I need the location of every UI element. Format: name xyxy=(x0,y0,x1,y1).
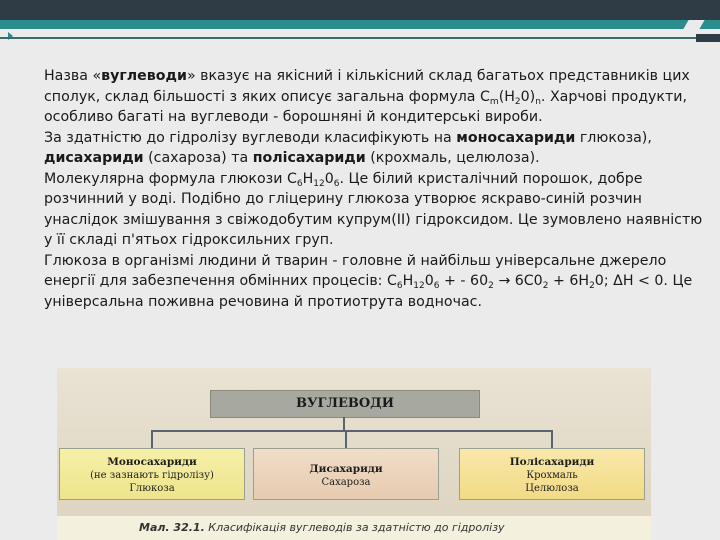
slide-header-rule-end xyxy=(696,34,720,42)
polysaccharides-example-cellulose: Целюлоза xyxy=(525,483,579,494)
connector-left xyxy=(151,430,153,448)
slide-header-bar xyxy=(0,0,720,20)
paragraph-glucose-formula: Молекулярна формула глюкози $C_6H_{12}0_6$. Це білий кристалічний порошок, добре розчинний у воді. Подібно до гліцерину глюкоза утворює яскраво-синій розчин унаслідок змішування з свіжодобутим купрум(II) гідроксидом. Це зумовлено наявністю у її складі п'ятьох гідроксильних груп. xyxy=(44,170,703,248)
figure-caption-text: Класифікація вуглеводів за здатністю до гідролізу xyxy=(204,521,505,534)
carbohydrate-classification-figure xyxy=(57,368,651,540)
connector-root-vertical xyxy=(343,417,345,431)
slide-header-rule xyxy=(0,37,696,39)
slide-body-text xyxy=(44,66,704,312)
slide-header-accent xyxy=(0,20,720,29)
paragraph-glucose-energy: Глюкоза в організмі людини й тварин - головне й найбільш універсальне джерело енергії для забезпечення обмінних процесів: $C_6H_{12}0_6$ + - $60_2 \to 6C0_2 + 6H_20$; ΔH < 0. Це універсальна поживна речовина й протиотрута водночас. xyxy=(44,252,693,310)
paragraph-classification: За здатністю до гідролізу вуглеводи класифікують на моносахариди глюкоза), дисахариди (сахароза) та полісахариди (крохмаль, целюлоза). xyxy=(44,129,652,166)
monosaccharides-note: (не зазнають гідролізу) xyxy=(90,470,214,481)
figure-caption-label: Мал. 32.1. xyxy=(139,521,205,534)
polysaccharides-box xyxy=(459,448,645,500)
polysaccharides-example-starch: Крохмаль xyxy=(526,470,578,481)
disaccharides-box xyxy=(253,448,439,500)
polysaccharides-title: Полісахариди xyxy=(509,456,595,468)
monosaccharides-title: Моносахариди xyxy=(107,456,197,468)
connector-middle xyxy=(345,430,347,448)
figure-root-box: ВУГЛЕВОДИ xyxy=(210,390,480,418)
monosaccharides-box xyxy=(59,448,245,500)
connector-horizontal xyxy=(151,430,553,432)
figure-caption xyxy=(57,516,651,540)
paragraph-intro: Назва «вуглеводи» вказує на якісний і кількісний склад багатьох представників цих сполук, склад більшості з яких описує загальна формула $C_m(H_20)_n$. Харчові продукти, особливо багаті на вуглеводи - борошняні й кондитерські вироби. xyxy=(44,68,690,125)
disaccharides-example: Сахароза xyxy=(321,477,371,488)
connector-right xyxy=(551,430,553,448)
disaccharides-title: Дисахариди xyxy=(309,463,383,475)
monosaccharides-example: Глюкоза xyxy=(129,483,175,494)
